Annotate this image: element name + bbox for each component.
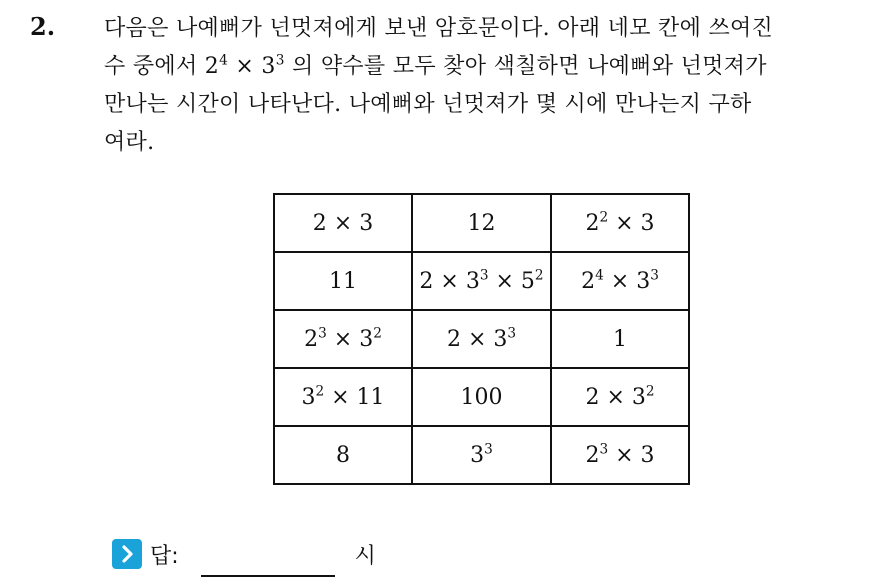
math-expression: $2^4 \times 3^3$: [204, 52, 285, 79]
grid-row: [274, 252, 689, 310]
question-line-2: 수 중에서 $2^4 \times 3^3$ 의 약수를 모두 찾아 색칠하면 나예뻐와 넌멋져가: [104, 52, 767, 79]
grid-cell[interactable]: $2 \times 3^3$: [412, 310, 551, 368]
grid-row: [274, 426, 689, 484]
question-line-3: 만나는 시간이 나타난다. 나예뻐와 넌멋져가 몇 시에 만나는지 구하: [104, 92, 752, 117]
grid-cell[interactable]: 8: [274, 426, 412, 484]
grid-row: [274, 310, 689, 368]
grid-cell[interactable]: $2 \times 3^2$: [551, 368, 689, 426]
grid-cell[interactable]: 100: [412, 368, 551, 426]
chevron-right-icon-glyph: [117, 544, 137, 564]
grid-cell[interactable]: 12: [412, 194, 551, 252]
grid-cell[interactable]: $2^2 \times 3$: [551, 194, 689, 252]
answer-row: [112, 536, 376, 572]
number-grid: [273, 193, 690, 485]
grid-cell[interactable]: $2^4 \times 3^3$: [551, 252, 689, 310]
chevron-right-icon: [112, 539, 142, 569]
question-number: 2.: [30, 12, 56, 41]
grid-cell[interactable]: 2 × 3: [274, 194, 412, 252]
answer-input[interactable]: [201, 545, 335, 577]
grid-row: [274, 194, 689, 252]
grid-cell[interactable]: $2^3 \times 3$: [551, 426, 689, 484]
grid-cell[interactable]: $3^3$: [412, 426, 551, 484]
grid-cell[interactable]: $2 \times 3^3 \times 5^2$: [412, 252, 551, 310]
question-line-1: 다음은 나예뻐가 넌멋져에게 보낸 암호문이다. 아래 네모 칸에 쓰여진: [104, 16, 774, 41]
grid-cell[interactable]: $3^2 \times 11$: [274, 368, 412, 426]
grid-row: [274, 368, 689, 426]
question-line-4: 여라.: [104, 130, 155, 155]
grid-cell[interactable]: $2^3 \times 3^2$: [274, 310, 412, 368]
answer-label: 답:: [150, 543, 179, 569]
answer-unit: 시: [354, 543, 376, 569]
grid-cell[interactable]: 11: [274, 252, 412, 310]
question-text: [104, 10, 869, 162]
grid-cell[interactable]: 1: [551, 310, 689, 368]
